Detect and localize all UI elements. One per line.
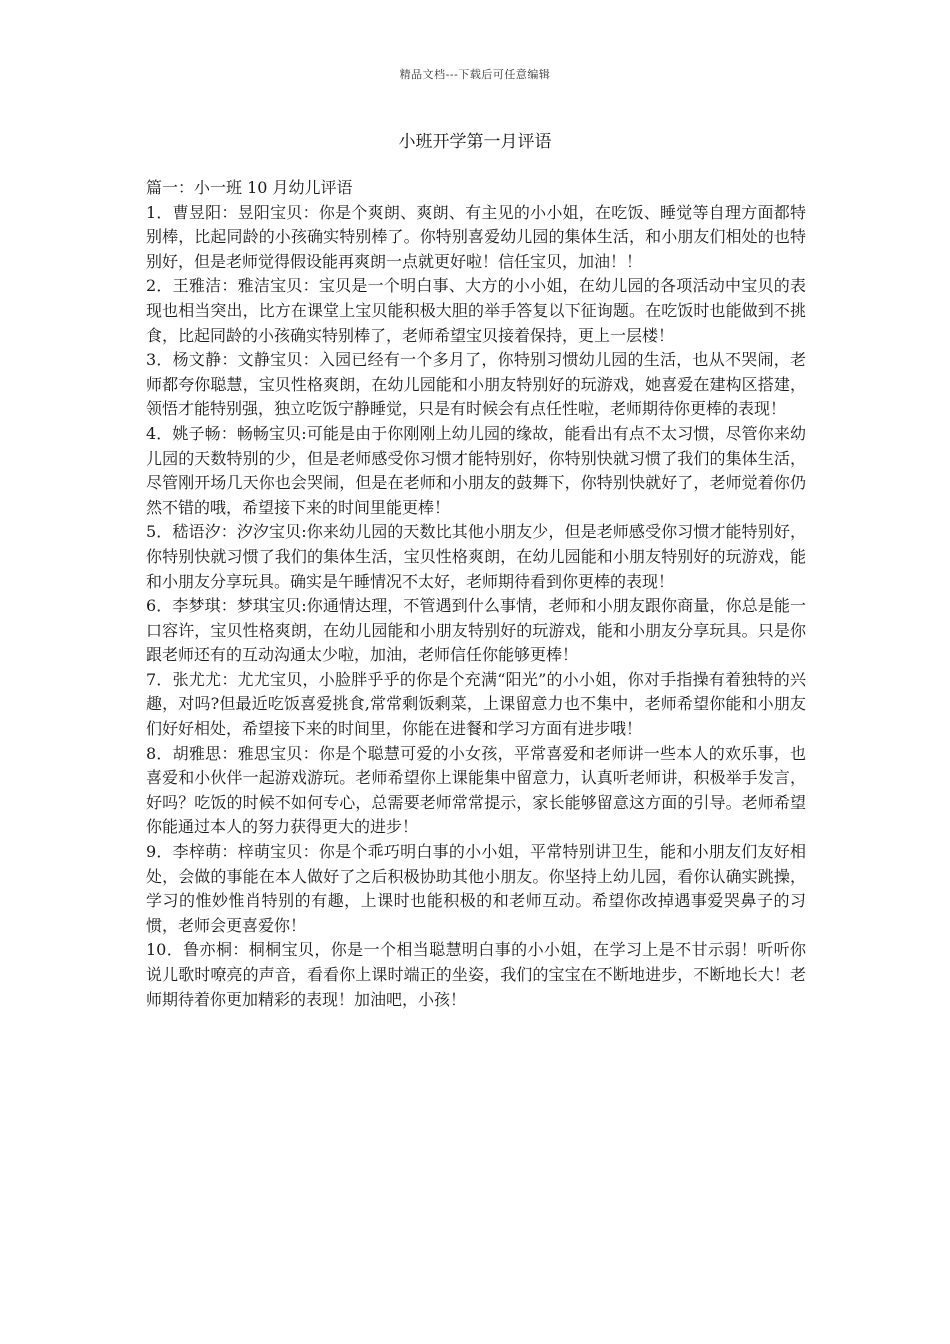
- comment-entry-9: 9．李梓萌：梓萌宝贝：你是个乖巧明白事的小小姐，平常特别讲卫生，能和小朋友们友好相处，会做的事能在本人做好了之后积极协助其他小朋友。你坚持上幼儿园，看你认确实跳操，学习的惟妙惟肖特别的有趣，上课时也能积极的和老师互动。希望你改掉遇事爱哭鼻子的习惯，老师会更喜爱你！: [146, 842, 806, 935]
- document-body: [146, 176, 806, 1012]
- comment-entry-10: 10．鲁亦桐：桐桐宝贝，你是一个相当聪慧明白事的小小姐，在学习上是不甘示弱！听听你说儿歌时嘹亮的声音，看看你上课时端正的坐姿，我们的宝宝在不断地进步，不断地长大！老师期待着你更加精彩的表现！加油吧，小孩！: [146, 940, 806, 1009]
- document-title: 小班开学第一月评语: [398, 132, 552, 152]
- comment-entry-8: 8．胡雅思：雅思宝贝：你是个聪慧可爱的小女孩，平常喜爱和老师讲一些本人的欢乐事，也喜爱和小伙伴一起游戏游玩。老师希望你上课能集中留意力，认真听老师讲，积极举手发言，好吗？吃饭的时候不如何专心，总需要老师常常提示，家长能够留意这方面的引导。老师希望你能通过本人的努力获得更大的进步！: [146, 743, 806, 837]
- comment-entry-7: 7．张尤尤：尤尤宝贝，小脸胖乎乎的你是个充满“阳光”的小小姐，你对手指操有着独特的兴趣，对吗?但最近吃饭喜爱挑食,常常剩饭剩菜，上课留意力也不集中，老师希望你能和小朋友们好好相处，希望接下来的时间里，你能在进餐和学习方面有进步哦！: [146, 669, 806, 739]
- comment-entry-2: 2．王雅洁：雅洁宝贝：宝贝是一个明白事、大方的小小姐，在幼儿园的各项活动中宝贝的表现也相当突出，比方在课堂上宝贝能积极大胆的举手答复以下征询题。在吃饭时也能做到不挑食，比起同龄的小孩确实特别棒了，老师希望宝贝接着保持，更上一层楼！: [146, 276, 806, 345]
- comment-entry-5: 5．嵇语汐：汐汐宝贝:你来幼儿园的天数比其他小朋友少，但是老师感受你习惯才能特别好，你特别快就习惯了我们的集体生活，宝贝性格爽朗，在幼儿园能和小朋友特别好的玩游戏，能和小朋友分享玩具。确实是午睡情况不太好，老师期待看到你更棒的表现！: [146, 522, 806, 591]
- comment-entry-6: 6．李梦琪：梦琪宝贝:你通情达理，不管遇到什么事情，老师和小朋友跟你商量，你总是能一口容许，宝贝性格爽朗，在幼儿园能和小朋友特别好的玩游戏，能和小朋友分享玩具。只是你跟老师还有的互动沟通太少啦，加油，老师信任你能够更棒！: [146, 596, 806, 665]
- comment-entry-3: 3．杨文静：文静宝贝：入园已经有一个多月了，你特别习惯幼儿园的生活，也从不哭闹，老师都夸你聪慧，宝贝性格爽朗，在幼儿园能和小朋友特别好的玩游戏，她喜爱在建构区搭建，领悟才能特别强，独立吃饭宁静睡觉，只是有时候会有点任性啦，老师期待你更棒的表现！: [146, 350, 806, 419]
- comment-entry-1: 1．曹昱阳：昱阳宝贝：你是个爽朗、爽朗、有主见的小小姐，在吃饭、睡觉等自理方面都特别棒，比起同龄的小孩确实特别棒了。你特别喜爱幼儿园的集体生活，和小朋友们相处的也特别好，但是老师觉得假设能再爽朗一点就更好啦！信任宝贝，加油！！: [146, 202, 806, 271]
- comment-entry-4: 4．姚子畅：畅畅宝贝:可能是由于你刚刚上幼儿园的缘故，能看出有点不太习惯，尽管你来幼儿园的天数特别的少，但是老师感受你习惯才能特别好，你特别快就习惯了我们的集体生活，尽管刚开场几天你也会哭闹，但是在老师和小朋友的鼓舞下，你特别快就好了，老师觉着你仍然不错的哦，希望接下来的时间里能更棒！: [146, 423, 806, 517]
- header-note: 精品文档---下载后可任意编辑: [399, 68, 551, 81]
- section-heading: 篇一：小一班 10 月幼儿评语: [146, 178, 353, 197]
